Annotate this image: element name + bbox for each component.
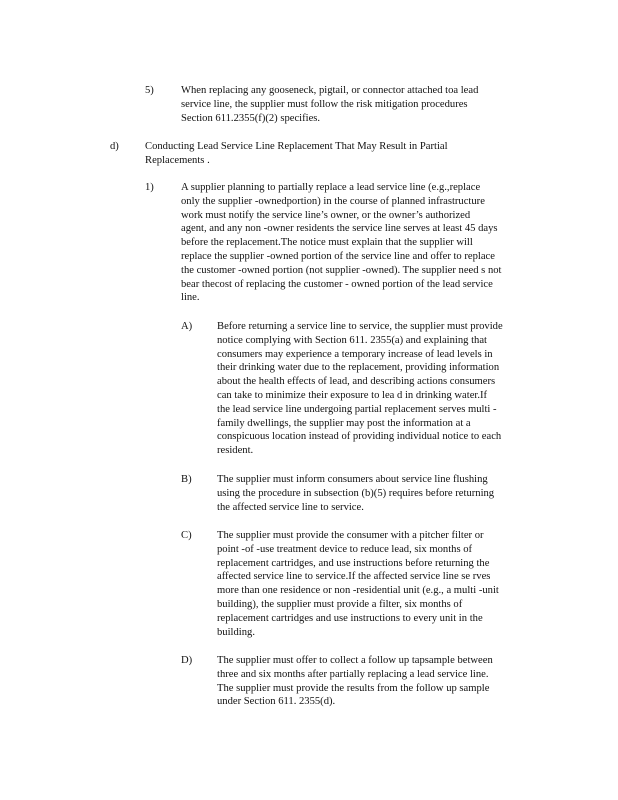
text-line: only the supplier -ownedportion) in the course of planned infrastructure [181, 195, 485, 207]
item-label-b: B) [181, 474, 192, 485]
text-line: notice complying with Section 611. 2355(a) and explaining that [217, 334, 487, 346]
text-line: resident. [217, 445, 254, 457]
text-line: about the health effects of lead, and describing actions consumers [217, 376, 496, 388]
item-label-5: 5) [145, 85, 154, 96]
heading-line: Conducting Lead Service Line Replacement That May Result in Partial [145, 141, 448, 152]
subsection-label-d: d) [110, 141, 119, 152]
item-text-b [217, 473, 527, 514]
item-label-a: A) [181, 321, 193, 332]
text-line: Before returning a service line to service, the supplier must provide [217, 321, 503, 332]
item-label-d: D) [181, 655, 193, 666]
text-line: the customer -owned portion (not supplier -owned). The supplier need s not [181, 264, 502, 276]
text-line: The supplier must inform consumers about service line flushing [217, 474, 488, 485]
text-line: bear thecost of replacing the customer - owned portion of the lead service [181, 278, 493, 290]
text-line: The supplier must provide the consumer with a pitcher filter or [217, 530, 484, 541]
text-line: line. [181, 292, 200, 304]
text-line: replacement cartridges and use instructions to every unit in the [217, 612, 483, 624]
item-text-c [217, 529, 527, 639]
text-line: When replacing any gooseneck, pigtail, or connector attached toa lead [181, 85, 479, 96]
item-label-1: 1) [145, 182, 154, 193]
text-line: agent, and any non -owner residents the service line serves at least 45 days [181, 223, 498, 235]
text-line: their drinking water due to the replacement, providing information [217, 362, 500, 374]
text-line: three and six months after partially replacing a lead service line. [217, 668, 489, 680]
text-line: replace the supplier -owned portion of the service line and offer to replace [181, 250, 495, 262]
item-text-d [217, 654, 527, 709]
heading-line: Replacements . [145, 154, 210, 166]
text-line: more than one residence or non -residential unit (e.g., a multi -unit [217, 585, 499, 597]
text-line: service line, the supplier must follow the risk mitigation procedures [181, 98, 468, 110]
item-label-c: C) [181, 530, 192, 541]
text-line: The supplier must offer to collect a follow up tapsample between [217, 655, 493, 666]
text-line: family dwellings, the supplier may post the information at a [217, 417, 471, 429]
text-line: under Section 611. 2355(d). [217, 696, 336, 708]
text-line: Section 611.2355(f)(2) specifies. [181, 112, 321, 124]
text-line: conspicuous location instead of providing individual notice to each [217, 431, 502, 443]
text-line: replacement cartridges, and use instructions before returning the [217, 557, 490, 569]
text-line: point -of -use treatment device to reduce lead, six months of [217, 543, 473, 555]
text-line: can take to minimize their exposure to lea d in drinking water.If [217, 389, 488, 401]
text-line: The supplier must provide the results from the follow up sample [217, 682, 490, 694]
text-line: affected service line to service.If the affected service line se rves [217, 571, 491, 583]
subsection-heading-d [145, 140, 490, 168]
text-line: work must notify the service line’s owner, or the owner’s authorized [181, 209, 471, 221]
item-text-a [217, 320, 537, 458]
item-text-5 [181, 84, 519, 125]
text-line: A supplier planning to partially replace a lead service line (e.g.,replace [181, 182, 481, 193]
text-line: before the replacement.The notice must explain that the supplier will [181, 237, 473, 249]
text-line: the lead service line undergoing partial replacement serves multi - [217, 403, 497, 415]
text-line: using the procedure in subsection (b)(5) requires before returning [217, 487, 495, 499]
item-text-1 [181, 181, 539, 305]
text-line: the affected service line to service. [217, 501, 364, 513]
text-line: building), the supplier must provide a filter, six months of [217, 598, 463, 610]
text-line: building. [217, 626, 255, 638]
text-line: consumers may experience a temporary increase of lead levels in [217, 348, 493, 360]
